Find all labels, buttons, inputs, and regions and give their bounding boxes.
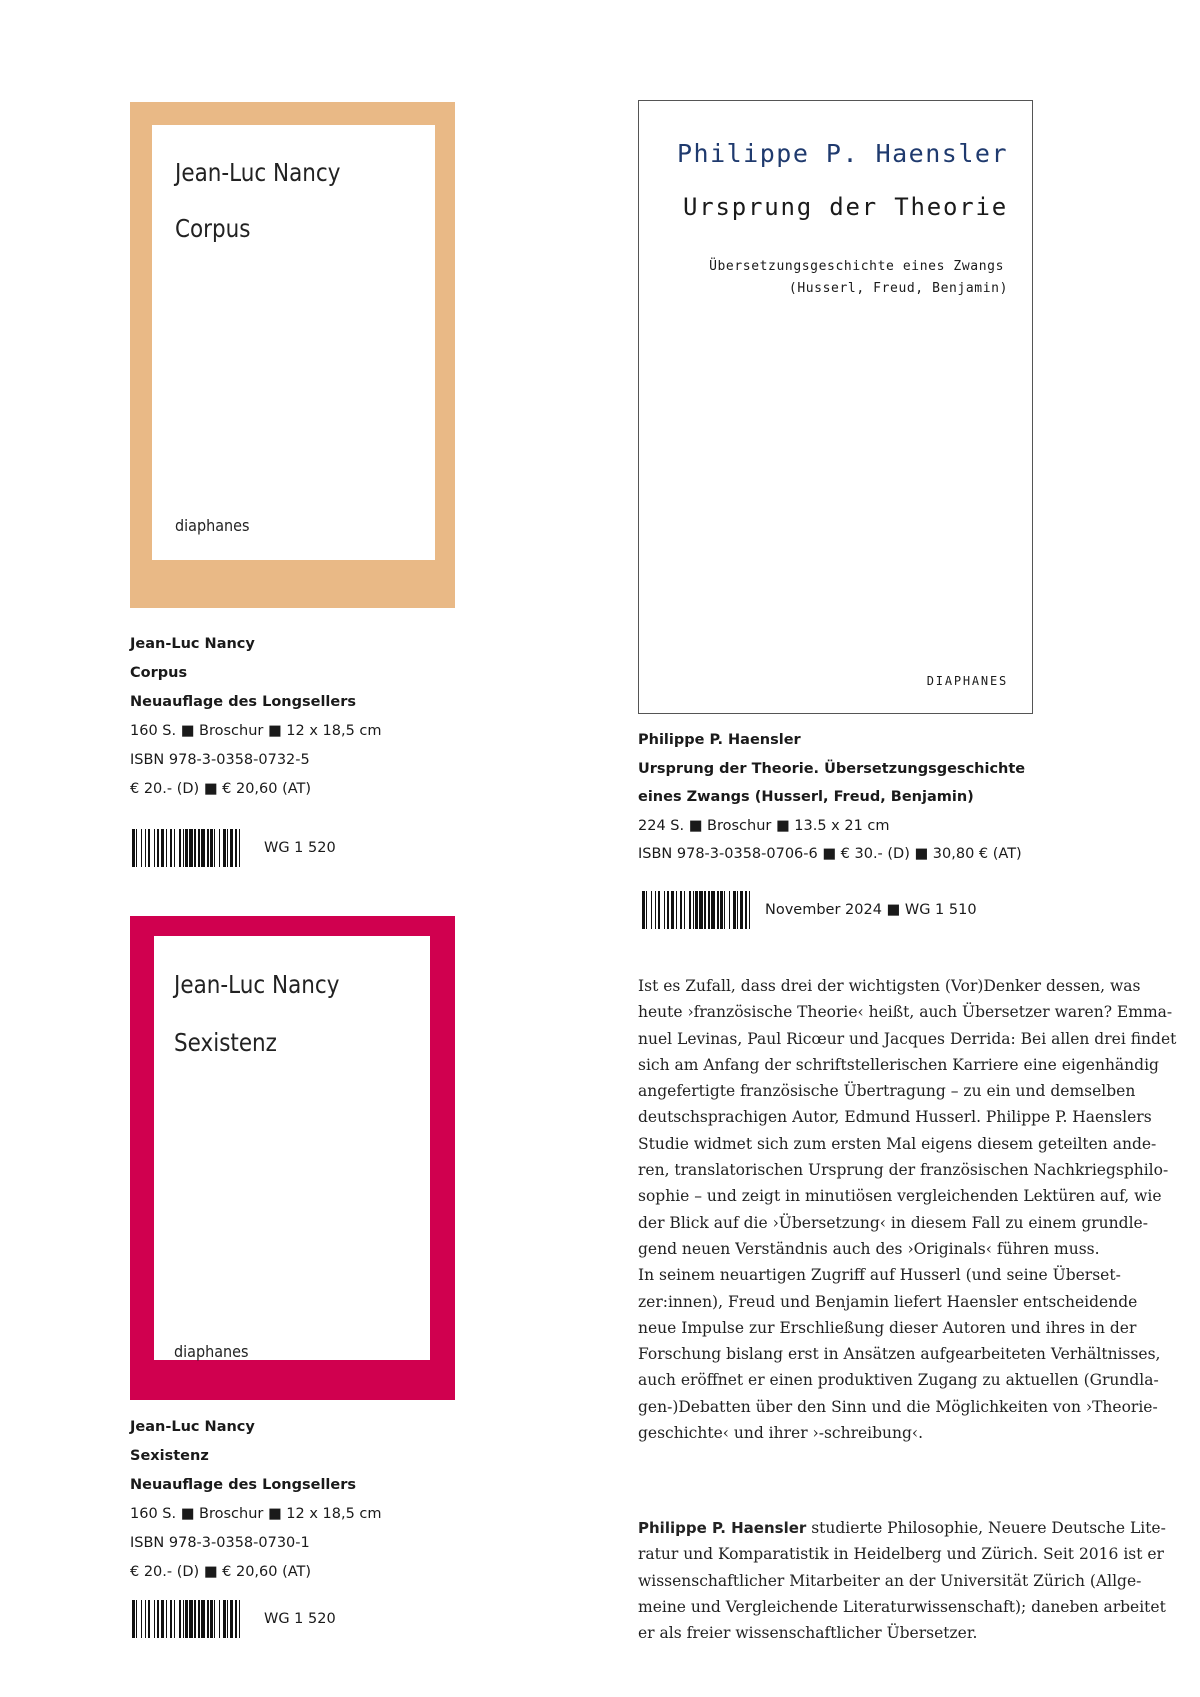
haensler-description [638, 973, 1178, 1446]
sexistenz-info-price: € 20.- (D) ■ € 20,60 (AT) [130, 1564, 312, 1580]
bio-name: Philippe P. Haensler [638, 1519, 807, 1537]
description-line: zer:innen), Freud und Benjamin liefert Haensler entscheidende [638, 1292, 1138, 1311]
description-line: heute ›französische Theorie‹ heißt, auch Übersetzer waren? Emma- [638, 1003, 1173, 1022]
haensler-barcode [642, 891, 752, 929]
description-line: auch eröffnet er einen produktiven Zugang zu aktuellen (Grundla- [638, 1371, 1159, 1390]
bio-line: meine und Vergleichende Literaturwissenschaft); daneben arbeitet [638, 1597, 1166, 1616]
sexistenz-info [130, 1413, 460, 1587]
description-line: angefertigte französische Übertragung – zu ein und demselben [638, 1082, 1136, 1101]
description-line: nuel Levinas, Paul Ricœur und Jacques Derrida: Bei allen drei findet [638, 1029, 1177, 1048]
sexistenz-info-isbn: ISBN 978-3-0358-0730-1 [130, 1535, 310, 1551]
corpus-cover-author: Jean-Luc Nancy [175, 158, 341, 187]
description-line: In seinem neuartigen Zugriff auf Husserl (und seine Überset- [638, 1266, 1121, 1285]
bio-line: wissenschaftlicher Mitarbeiter an der Universität Zürich (Allge- [638, 1571, 1142, 1590]
haensler-info-title-2: eines Zwangs (Husserl, Freud, Benjamin) [638, 789, 974, 805]
haensler-bio [638, 1515, 1178, 1646]
sexistenz-wg: WG 1 520 [264, 1611, 336, 1627]
haensler-cover-publisher: DIAPHANES [926, 674, 1008, 688]
description-line: gen-)Debatten über den Sinn und die Möglichkeiten von ›Theorie- [638, 1397, 1158, 1416]
corpus-barcode [132, 829, 242, 867]
corpus-info [130, 630, 460, 804]
sexistenz-cover-author: Jean-Luc Nancy [174, 970, 340, 999]
haensler-info [638, 726, 1158, 869]
sexistenz-info-subtitle: Neuauflage des Longsellers [130, 1477, 357, 1493]
haensler-date-wg: November 2024 ■ WG 1 510 [765, 902, 977, 918]
haensler-cover-subtitle-1: Übersetzungsgeschichte eines Zwangs [709, 259, 1004, 274]
haensler-info-title-1: Ursprung der Theorie. Übersetzungsgeschichte [638, 760, 1026, 777]
haensler-cover-title: Ursprung der Theorie [683, 193, 1008, 221]
corpus-cover-publisher: diaphanes [175, 516, 250, 535]
sexistenz-cover-title: Sexistenz [174, 1028, 277, 1057]
sexistenz-cover [130, 916, 455, 1400]
sexistenz-cover-publisher: diaphanes [174, 1342, 249, 1361]
haensler-cover [638, 100, 1033, 714]
description-line: ren, translatorischen Ursprung der französischen Nachkriegsphilo- [638, 1161, 1169, 1180]
corpus-info-subtitle: Neuauflage des Longsellers [130, 694, 357, 710]
corpus-info-title: Corpus [130, 665, 188, 681]
sexistenz-barcode [132, 1600, 242, 1638]
corpus-cover [130, 102, 455, 608]
description-line: gend neuen Verständnis auch des ›Originals‹ führen muss. [638, 1239, 1100, 1258]
haensler-info-specs: 224 S. ■ Broschur ■ 13.5 x 21 cm [638, 817, 890, 834]
bio-line: ratur und Komparatistik in Heidelberg und Zürich. Seit 2016 ist er [638, 1545, 1164, 1564]
description-line: deutschsprachigen Autor, Edmund Husserl. Philippe P. Haenslers [638, 1108, 1152, 1127]
corpus-info-isbn: ISBN 978-3-0358-0732-5 [130, 752, 310, 768]
description-line: Ist es Zufall, dass drei der wichtigsten (Vor)Denker dessen, was [638, 977, 1141, 995]
description-line: sich am Anfang der schriftstellerischen Karriere eine eigenhändig [638, 1055, 1159, 1074]
sexistenz-info-author: Jean-Luc Nancy [130, 1419, 255, 1435]
corpus-wg: WG 1 520 [264, 840, 336, 856]
description-line: der Blick auf die ›Übersetzung‹ in diesem Fall zu einem grundle- [638, 1213, 1148, 1232]
description-line: geschichte‹ und ihrer ›-schreibung‹. [638, 1424, 924, 1443]
corpus-info-author: Jean-Luc Nancy [130, 636, 255, 652]
corpus-info-specs: 160 S. ■ Broschur ■ 12 x 18,5 cm [130, 723, 382, 739]
description-line: Forschung bislang erst in Ansätzen aufgearbeiteten Verhältnisses, [638, 1345, 1161, 1364]
haensler-info-isbn-price: ISBN 978-3-0358-0706-6 ■ € 30.- (D) ■ 30,80 € (AT) [638, 846, 1022, 862]
haensler-cover-subtitle-2: (Husserl, Freud, Benjamin) [788, 281, 1008, 296]
description-line: neue Impulse zur Erschließung dieser Autoren und ihres in der [638, 1318, 1137, 1337]
haensler-cover-author: Philippe P. Haensler [676, 139, 1008, 168]
sexistenz-info-title: Sexistenz [130, 1448, 209, 1464]
corpus-info-price: € 20.- (D) ■ € 20,60 (AT) [130, 781, 312, 797]
corpus-cover-title: Corpus [175, 214, 251, 243]
description-line: Studie widmet sich zum ersten Mal eigens diesem geteilten ande- [638, 1134, 1157, 1153]
haensler-info-author: Philippe P. Haensler [638, 732, 801, 748]
bio-line: er als freier wissenschaftlicher Übersetzer. [638, 1624, 978, 1643]
bio-first-line: studierte Philosophie, Neuere Deutsche Lite- [806, 1519, 1166, 1537]
description-line: sophie – und zeigt in minutiösen vergleichenden Lektüren auf, wie [638, 1187, 1162, 1206]
sexistenz-info-specs: 160 S. ■ Broschur ■ 12 x 18,5 cm [130, 1506, 382, 1522]
